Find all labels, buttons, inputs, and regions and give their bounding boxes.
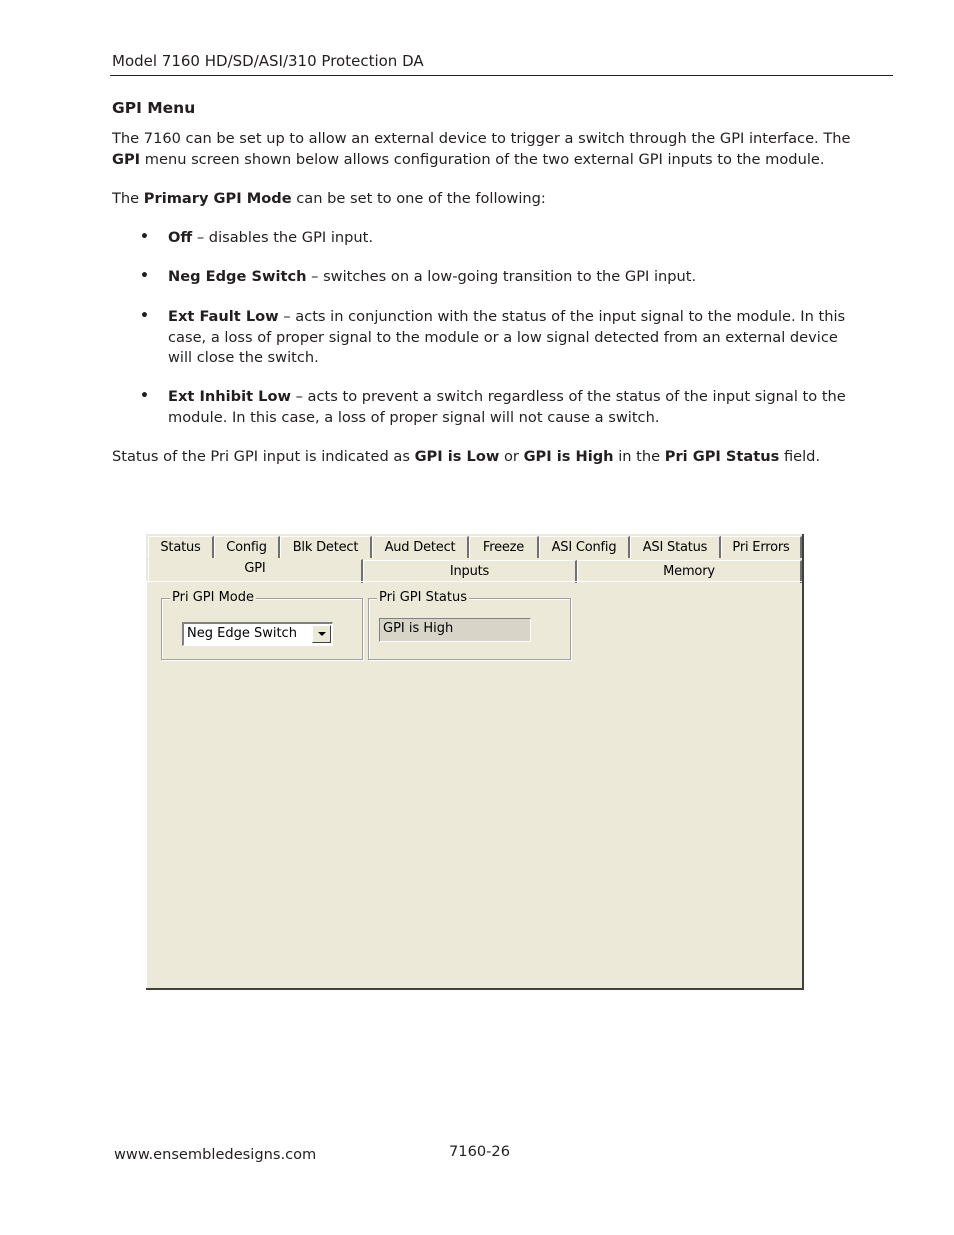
tab-content-area (146, 581, 802, 988)
status-low-term: GPI is Low (414, 448, 500, 465)
primary-mode-pre: The (112, 190, 144, 207)
intro-line-1: The 7160 can be set up to allow an external device to trigger a switch through the GPI interface. The (112, 130, 851, 147)
page-number: 7160-26 (449, 1143, 510, 1160)
pri-gpi-status-label: Pri GPI Status (379, 590, 468, 605)
bullet-marker: • (140, 388, 149, 404)
status-field-term: Pri GPI Status (664, 448, 780, 465)
pri-gpi-mode-value: Neg Edge Switch (187, 626, 297, 641)
bullet-desc: – switches on a low-going transition to the GPI input. (306, 268, 697, 285)
bullet-desc: – acts to prevent a switch regardless of the status of the input signal to the module. In this case, a loss of proper signal will not cause a switch. (168, 388, 846, 426)
tab-gpi[interactable]: GPI (148, 559, 363, 583)
tab-inputs[interactable]: Inputs (363, 560, 577, 583)
intro-gpi-term: GPI (112, 150, 141, 168)
bullet-term: Ext Inhibit Low (168, 388, 291, 405)
tab-aud-detect[interactable]: Aud Detect (372, 536, 469, 558)
tab-status[interactable]: Status (148, 536, 214, 558)
status-post: field. (779, 448, 821, 465)
tab-asi-status[interactable]: ASI Status (630, 536, 721, 558)
tab-asi-config[interactable]: ASI Config (539, 536, 630, 558)
intro-line-2: menu screen shown below allows configuration of the two external GPI inputs to the module. (140, 150, 825, 168)
bullet-term: Ext Fault Low (168, 308, 279, 325)
bullet-item-ext-fault (168, 307, 848, 369)
tab-memory[interactable]: Memory (577, 560, 802, 583)
status-mid-2: in the (613, 448, 665, 465)
bullet-term: Neg Edge Switch (168, 268, 307, 285)
bullet-term: Off (168, 229, 193, 246)
bullet-item-ext-inhibit (168, 387, 848, 428)
status-pre: Status of the Pri GPI input is indicated as (112, 448, 415, 465)
tab-blk-detect[interactable]: Blk Detect (280, 536, 372, 558)
bullet-desc: – acts in conjunction with the status of the input signal to the module. In this case, a loss of proper signal to the module or a low signal detected from an external device will close the switch. (168, 308, 846, 366)
tab-config[interactable]: Config (214, 536, 280, 558)
running-header: Model 7160 HD/SD/ASI/310 Protection DA (112, 52, 424, 70)
bullet-marker: • (140, 229, 149, 245)
dropdown-button[interactable] (312, 625, 331, 643)
pri-gpi-mode-select[interactable] (182, 622, 333, 646)
footer-url[interactable]: www.ensembledesigns.com (114, 1146, 317, 1163)
pri-gpi-mode-label: Pri GPI Mode (172, 590, 254, 605)
status-high-term: GPI is High (523, 448, 614, 465)
bullet-item-neg-edge (168, 267, 848, 288)
chevron-down-icon (318, 632, 326, 636)
bullet-marker: • (140, 308, 149, 324)
pri-gpi-status-field: GPI is High (379, 618, 531, 642)
pri-gpi-status-group (368, 590, 571, 660)
header-rule (110, 75, 893, 76)
primary-mode-term: Primary GPI Mode (143, 190, 292, 207)
tab-freeze[interactable]: Freeze (469, 536, 539, 558)
tab-pri-errors[interactable]: Pri Errors (721, 536, 802, 558)
pri-gpi-mode-group (161, 590, 363, 660)
bullet-item-off (168, 228, 848, 249)
intro-paragraph (112, 129, 852, 170)
primary-mode-post: can be set to one of the following: (291, 190, 546, 207)
bullet-marker: • (140, 268, 149, 284)
status-paragraph (112, 447, 852, 468)
gpi-menu-dialog (146, 534, 804, 990)
primary-mode-paragraph (112, 189, 852, 210)
status-mid-1: or (499, 448, 524, 465)
bullet-desc: – disables the GPI input. (192, 229, 374, 246)
section-title: GPI Menu (112, 99, 196, 117)
